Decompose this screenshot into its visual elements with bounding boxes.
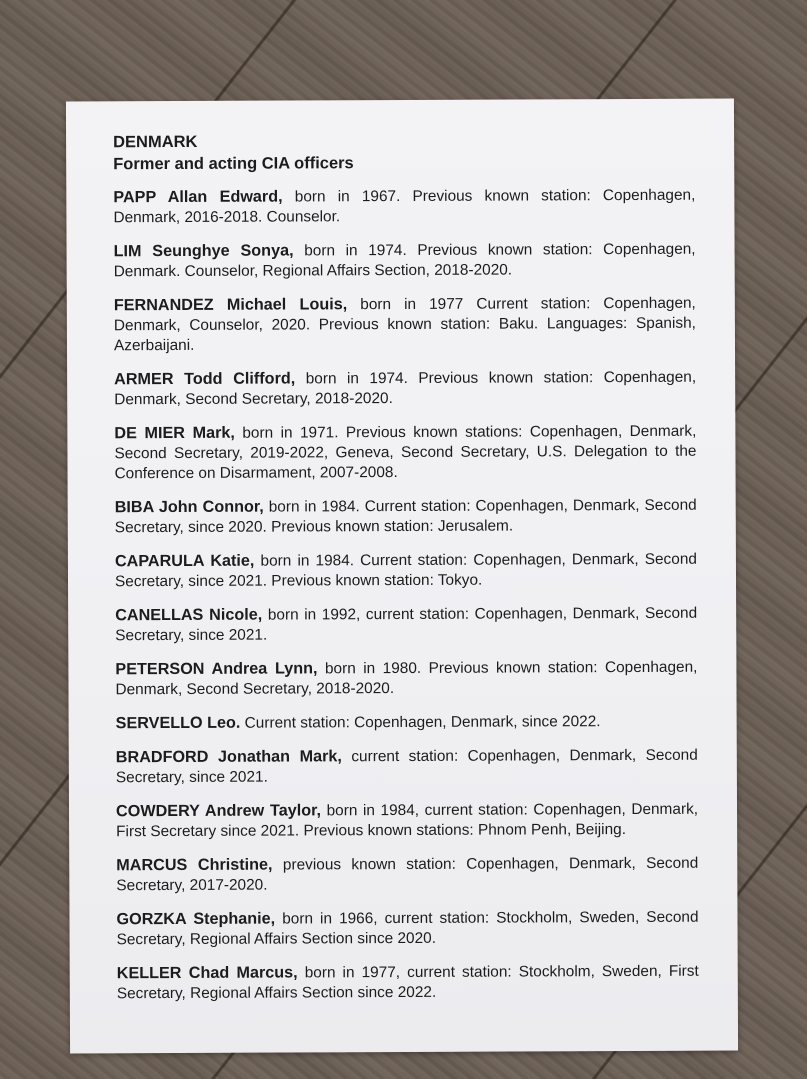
officer-name: PAPP Allan Edward, [113, 187, 283, 207]
officer-entry [114, 421, 696, 485]
officer-name: DE MIER Mark, [114, 423, 235, 443]
officer-details: born in 1967. Previous known station: Copenhagen, Denmark, 2016-2018. Counselor. [113, 186, 696, 227]
officer-details: born in 1977, current station: Stockholm, Sweden, First Secretary, Regional Affairs Section since 2022. [116, 962, 699, 1003]
officer-details: born in 1984. Current station: Copenhagen, Denmark, Second Secretary, since 2020. Previous known station: Jerusalem. [114, 496, 697, 537]
officer-name: PETERSON Andrea Lynn, [115, 659, 318, 679]
officer-entry [115, 549, 697, 593]
officer-name: FERNANDEZ Michael Louis, [113, 295, 348, 315]
officer-name: CANELLAS Nicole, [115, 605, 263, 625]
officer-entry [116, 853, 698, 897]
officer-name: ARMER Todd Clifford, [114, 369, 296, 389]
officer-name: SERVELLO Leo. [115, 713, 241, 733]
officer-details: born in 1971. Previous known stations: Copenhagen, Denmark, Second Secretary, 2019-2022, Geneva, Second Secretary, U.S. Delegation to the Conference on Disarmament, 2007-2008. [114, 422, 697, 483]
officer-name: MARCUS Christine, [116, 855, 273, 875]
country-title: DENMARK [113, 132, 198, 152]
officer-details: born in 1980. Previous known station: Copenhagen, Denmark, Second Secretary, 2018-2020. [115, 658, 698, 699]
officer-entry [113, 185, 695, 229]
officer-entry [116, 799, 698, 843]
officer-name: LIM Seunghye Sonya, [113, 241, 294, 261]
officer-details: born in 1966, current station: Stockholm, Sweden, Second Secretary, Regional Affairs Section since 2020. [116, 908, 699, 949]
officer-entry [116, 907, 698, 951]
officer-entry [116, 745, 698, 789]
officer-entry [116, 711, 698, 735]
officer-entry [117, 961, 699, 1005]
officer-entry [115, 657, 697, 701]
officer-name: GORZKA Stephanie, [116, 909, 276, 929]
officer-name: CAPARULA Katie, [114, 551, 255, 571]
paper-sheet [66, 99, 738, 1054]
officer-details: previous known station: Copenhagen, Denmark, Second Secretary, 2017-2020. [116, 854, 699, 895]
document-body [113, 129, 699, 1018]
officer-details: Current station: Copenhagen, Denmark, since 2022. [240, 713, 601, 732]
officer-entry [114, 239, 696, 283]
officer-entry [114, 293, 696, 357]
officer-entry [115, 603, 697, 647]
officer-name: KELLER Chad Marcus, [116, 963, 298, 983]
officer-details: born in 1984, current station: Copenhagen, Denmark, First Secretary since 2021. Previous known stations: Phnom Penh, Beijing. [116, 800, 699, 841]
officer-name: BIBA John Connor, [114, 497, 264, 517]
officer-details: born in 1984. Current station: Copenhagen, Denmark, Second Secretary, since 2021. Previous known station: Tokyo. [114, 550, 697, 591]
officer-details: born in 1974. Previous known station: Copenhagen, Denmark, Second Secretary, 2018-2020. [114, 368, 697, 409]
officer-name: BRADFORD Jonathan Mark, [115, 747, 342, 767]
officer-details: current station: Copenhagen, Denmark, Second Secretary, since 2021. [115, 746, 698, 787]
document-heading: Former and acting CIA officers [113, 154, 354, 174]
officer-details: born in 1992, current station: Copenhagen, Denmark, Second Secretary, since 2021. [115, 604, 698, 645]
officer-details: born in 1977 Current station: Copenhagen, Denmark, Counselor, 2020. Previous known station: Baku. Languages: Spanish, Azerbaijani. [113, 294, 696, 355]
officer-details: born in 1974. Previous known station: Copenhagen, Denmark. Counselor, Regional Affairs Section, 2018-2020. [113, 240, 696, 281]
officer-entry [114, 367, 696, 411]
officer-entry [115, 495, 697, 539]
officer-name: COWDERY Andrew Taylor, [115, 801, 322, 821]
